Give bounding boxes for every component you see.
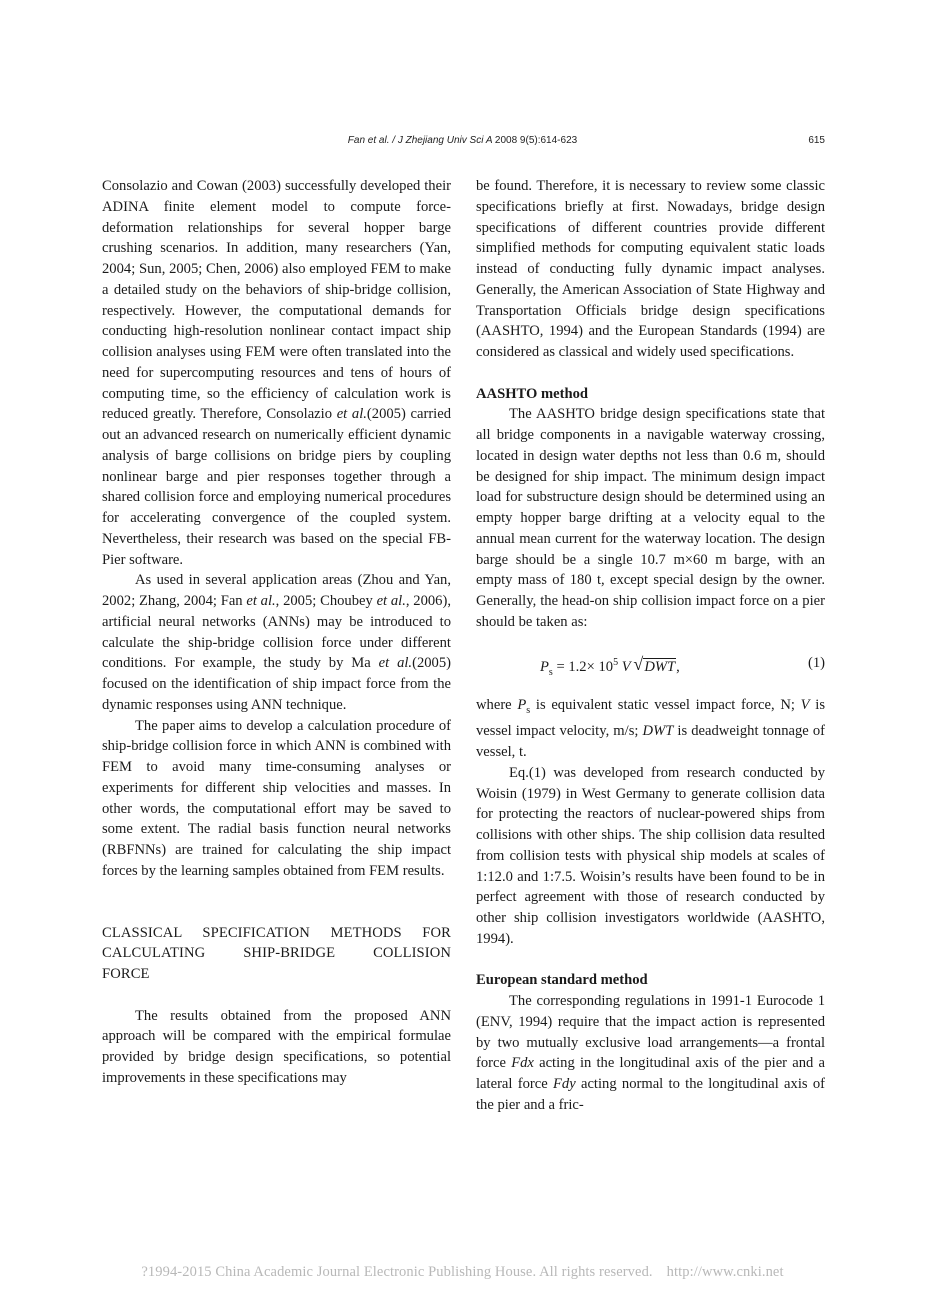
eq-comma: , bbox=[676, 659, 680, 676]
spacer bbox=[476, 950, 825, 971]
et-al: et al. bbox=[246, 593, 276, 609]
eq-coefficient: = 1.2× 10 bbox=[556, 659, 614, 676]
section-title-line-3: FORCE bbox=[102, 966, 150, 982]
paragraph-6: The AASHTO bridge design specifications state that all bridge components in a navigable waterway crossing, located in design water depths not less than 0.6 m, should be designed for ship impact. The minimum design impact load for substructure design should be determined using an empty hopper barge drifting at a velocity equal to the annual mean current for the waterway location. The design barge should be a single 10.7 m×60 m barge, with an empty mass of 180 t, except special design by the owner. Generally, the head-on ship collision impact force on a pier should be taken as: bbox=[476, 406, 825, 630]
section-title-line-1: CLASSICAL SPECIFICATION METHODS FOR bbox=[102, 924, 451, 941]
paragraph-text: As used in several application areas (Zhou and Yan, 2002; Zhang, 2004; Fan bbox=[102, 572, 451, 609]
paragraph-text: (2005) carried out an advanced research on numerically efficient dynamic analysis of barge collisions on bridge piers by coupling nonlinear barge and pier responses together through a shared collision force and employing numerical procedures for accelerating convergence of the coupled system. Nevertheless, their research was based on the special FB-Pier software. bbox=[102, 406, 452, 568]
symbol-fdy: Fdy bbox=[552, 1076, 576, 1093]
paragraph-text: acting in the longitudinal axis of the pier and a lateral force bbox=[476, 1055, 825, 1093]
symbol-dwt: DWT bbox=[642, 723, 674, 740]
paragraph-text: is vessel impact velocity, m/s; bbox=[476, 696, 826, 740]
paragraph-7 bbox=[476, 695, 825, 763]
subsection-title-european: European standard method bbox=[476, 972, 648, 989]
paragraph-text: , 2006), artificial neural networks (ANNs) may be introduced to calculate the ship-bridge collision force under different conditions. For example, the study by Ma bbox=[102, 593, 451, 672]
left-column bbox=[102, 176, 451, 1089]
eq-subscript: s bbox=[548, 667, 553, 679]
paragraph-text: is equivalent static vessel impact force, N; bbox=[535, 696, 795, 713]
paragraph-text: is deadweight tonnage of vessel, t. bbox=[476, 723, 825, 761]
running-header bbox=[0, 134, 925, 148]
paragraph-2 bbox=[102, 570, 451, 715]
symbol-p: P bbox=[517, 696, 527, 713]
page-number: 615 bbox=[808, 135, 825, 146]
eq-symbol-dwt: DWT bbox=[644, 659, 676, 676]
paragraph-text: , 2005; Choubey bbox=[275, 593, 373, 609]
equation-number: (1) bbox=[807, 655, 825, 672]
spacer bbox=[476, 363, 825, 384]
journal-name: Fan et al. / J Zhejiang Univ Sci A bbox=[347, 135, 493, 146]
symbol-v: V bbox=[800, 696, 810, 713]
paragraph-3: The paper aims to develop a calculation procedure of ship-bridge collision force in which ANN is combined with FEM to avoid many time-consuming analyses or experiments for different ship velocities and masses. In other words, the computational effort may be saved to some extent. The radial basis function neural networks (RBFNNs) are trained for calculating the ship impact forces by the learning samples obtained from FEM results. bbox=[102, 717, 451, 879]
paragraph-9 bbox=[476, 991, 825, 1116]
paragraph-text: Consolazio and Cowan (2003) successfully developed their ADINA finite element model to compute force-deformation relationships for several hopper barge crushing scenarios. In addition, many researchers (Yan, 2004; Sun, 2005; Chen, 2006) also employed FEM to make a detailed study on the behaviors of ship-bridge collision, respectively. However, the computational demands for conducting high-resolution nonlinear contact impact ship collision analyses using FEM were often translated into the need for supercomputing resources and tens of hours of computing time, so the efficiency of calculation work is reduced greatly. Therefore, Consolazio bbox=[102, 178, 451, 423]
spacer bbox=[476, 633, 825, 654]
eq-symbol-p: P bbox=[540, 659, 549, 676]
spacer bbox=[102, 882, 451, 923]
section-title-line-2: CALCULATING SHIP-BRIDGE COLLISION bbox=[102, 945, 451, 962]
paragraph-text: The corresponding regulations in 1991-1 Eurocode 1 (ENV, 1994) require that the impact action is represented by two mutually exclusive load arrangements—a frontal force bbox=[476, 993, 825, 1072]
equation-expression bbox=[540, 653, 680, 684]
subsection-title-aashto: AASHTO method bbox=[476, 385, 589, 402]
footer-url: http://www.cnki.net bbox=[666, 1264, 784, 1280]
paragraph-text: acting normal to the longitudinal axis of the pier and a fric- bbox=[476, 1076, 825, 1113]
paragraph-8: Eq.(1) was developed from research conducted by Woisin (1979) in West Germany to generate collision data for protecting the reactors of nuclear-powered ships from collisions with other ships. The ship collision data resulted from collision tests with physical ship models at scales of 1:12.0 and 1:7.5. Woisin’s results have been found to be in perfect agreement with those of research conducted by other ship collision investigators worldwide (AASHTO, 1994). bbox=[476, 764, 825, 947]
et-al: et al. bbox=[376, 593, 406, 609]
paragraph-1 bbox=[102, 176, 451, 570]
paragraph-4: The results obtained from the proposed ANN approach will be compared with the empirical formulae provided by bridge design specifications, so potential improvements in these specifications may bbox=[102, 1007, 451, 1086]
subscript: s bbox=[526, 704, 531, 716]
eq-symbol-v: V bbox=[621, 659, 631, 676]
journal-citation bbox=[0, 134, 925, 148]
right-column bbox=[476, 176, 825, 1116]
paragraph-text: (2005) focused on the identification of ship impact force from the dynamic responses using ANN technique. bbox=[102, 655, 451, 713]
et-al: et al. bbox=[378, 655, 413, 672]
eq-exponent: 5 bbox=[613, 657, 619, 669]
copyright-text: ?1994-2015 China Academic Journal Electronic Publishing House. All rights reserved. bbox=[141, 1264, 653, 1280]
paragraph-5: be found. Therefore, it is necessary to review some classic specifications briefly at first. Nowadays, bridge design specifications of different countries provide different simplified methods for computing equivalent static loads instead of conducting fully dynamic impact analyses. Generally, the American Association of State Highway and Transportation Officials bridge design specifications (AASHTO, 1994) and the European Standards (1994) are considered as classical and widely used specifications. bbox=[476, 178, 825, 360]
journal-issue: 2008 9(5):614-623 bbox=[494, 135, 578, 146]
symbol-fdx: Fdx bbox=[511, 1055, 534, 1072]
equation-1 bbox=[476, 653, 825, 679]
paragraph-text: where bbox=[476, 696, 512, 713]
watermark-footer bbox=[0, 1264, 925, 1281]
sqrt-sign: √ DWT bbox=[633, 654, 676, 676]
et-al: et al. bbox=[336, 406, 367, 423]
spacer bbox=[102, 985, 451, 1006]
